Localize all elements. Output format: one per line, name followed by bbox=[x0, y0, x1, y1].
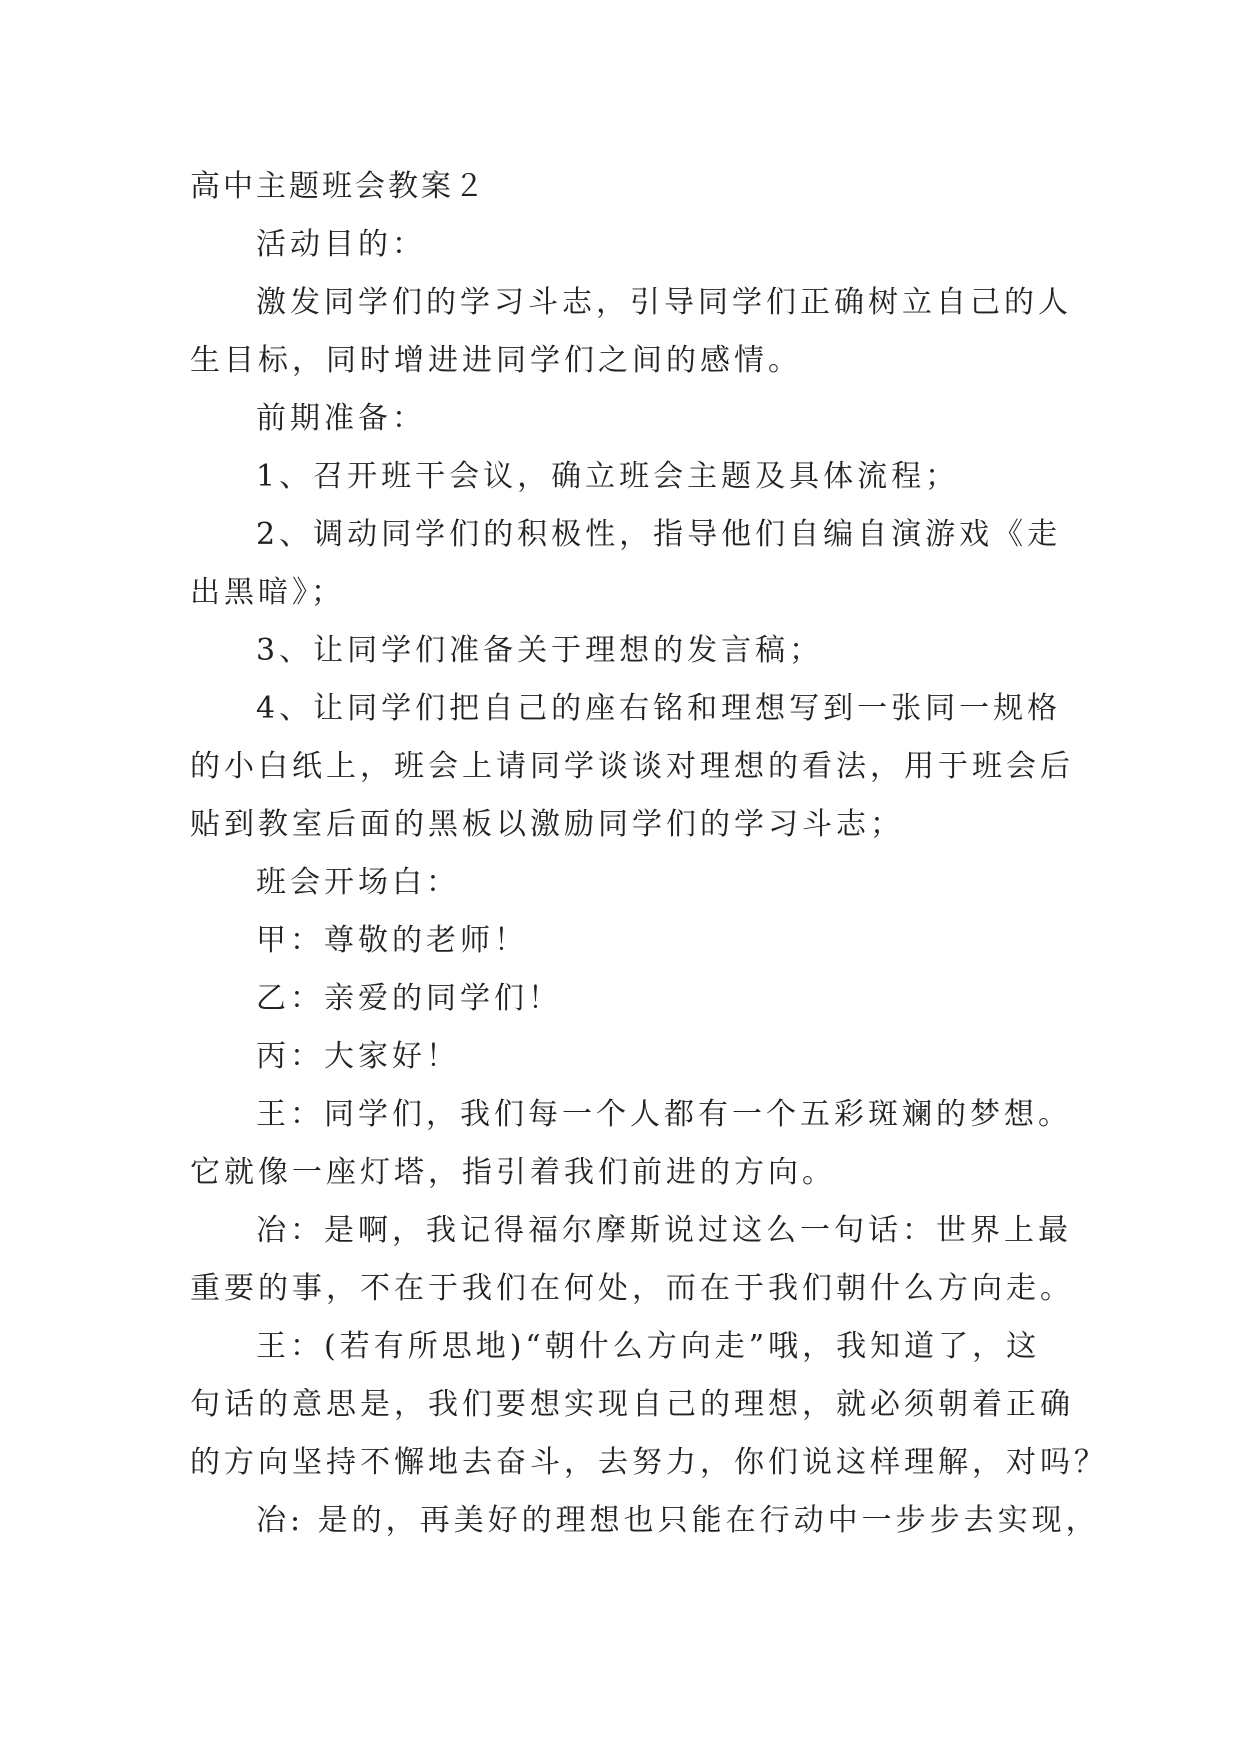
document-body bbox=[190, 158, 1108, 1550]
paragraph-line: 的方向坚持不懈地去奋斗，去努力，你们说这样理解，对吗？ bbox=[190, 1445, 1108, 1480]
paragraph-line: 出黑暗》； bbox=[190, 575, 345, 610]
paragraph-line: 激发同学们的学习斗志，引导同学们正确树立自己的人 bbox=[256, 285, 1072, 320]
paragraph-line: 3、让同学们准备关于理想的发言稿； bbox=[256, 633, 824, 668]
paragraph-line: 贴到教室后面的黑板以激励同学们的学习斗志； bbox=[190, 807, 904, 842]
paragraph-line: 的小白纸上，班会上请同学谈谈对理想的看法，用于班会后 bbox=[190, 749, 1074, 784]
paragraph-line: 乙：亲爱的同学们！ bbox=[256, 981, 562, 1016]
paragraph-line: 冶: 是的，再美好的理想也只能在行动中一步步去实现， bbox=[256, 1503, 1100, 1538]
paragraph-line: 王：(若有所思地)“朝什么方向走”哦，我知道了，这 bbox=[256, 1329, 1041, 1364]
paragraph-line: 重要的事，不在于我们在何处，而在于我们朝什么方向走。 bbox=[190, 1271, 1074, 1306]
paragraph-line: 2、调动同学们的积极性，指导他们自编自演游戏《走 bbox=[256, 517, 1062, 552]
document-title: 高中主题班会教案２ bbox=[190, 169, 487, 204]
paragraph-line: 王：同学们，我们每一个人都有一个五彩斑斓的梦想。 bbox=[256, 1097, 1072, 1132]
paragraph-line: 它就像一座灯塔，指引着我们前进的方向。 bbox=[190, 1155, 836, 1190]
paragraph-line: 生目标，同时增进进同学们之间的感情。 bbox=[190, 343, 802, 378]
paragraph-line: 甲：尊敬的老师！ bbox=[256, 923, 528, 958]
paragraph-line: 4、让同学们把自己的座右铭和理想写到一张同一规格 bbox=[256, 691, 1062, 726]
paragraph-line: 丙：大家好！ bbox=[256, 1039, 460, 1074]
paragraph-line: 1、召开班干会议，确立班会主题及具体流程； bbox=[256, 459, 960, 494]
paragraph-line: 活动目的： bbox=[256, 227, 426, 262]
paragraph-line: 前期准备： bbox=[256, 401, 426, 436]
paragraph-line: 句话的意思是，我们要想实现自己的理想，就必须朝着正确 bbox=[190, 1387, 1074, 1422]
paragraph-line: 冶：是啊，我记得福尔摩斯说过这么一句话：世界上最 bbox=[256, 1213, 1072, 1248]
paragraph-line: 班会开场白： bbox=[256, 865, 460, 900]
